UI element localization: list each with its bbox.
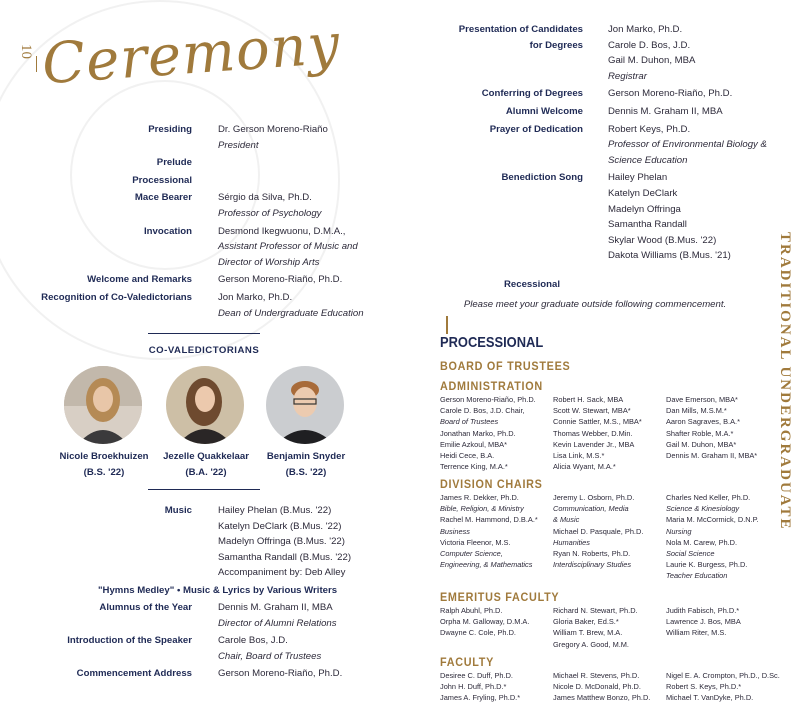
name-entry: Desiree C. Duff, Ph.D. <box>440 671 513 680</box>
program-value: Gerson Moreno-Riaño, Ph.D. <box>218 668 343 680</box>
name-entry: Scott W. Stewart, MBA* <box>553 406 631 416</box>
program-value: Assistant Professor of Music and <box>218 241 358 253</box>
name-entry: Ralph Abuhl, Ph.D. <box>440 606 503 615</box>
name-entry: Lawrence J. Bos, MBA <box>666 617 741 627</box>
covaledictorians-title: CO-VALEDICTORIANS <box>148 345 260 356</box>
program-value: Accompaniment by: Deb Alley <box>218 567 346 579</box>
covaledictorian-degree: (B.S. '22) <box>285 467 327 478</box>
name-entry: Terrence King, M.A.* <box>440 462 508 472</box>
program-label: Commencement Address <box>76 668 192 680</box>
name-entry: Nola M. Carew, Ph.D. <box>666 537 738 547</box>
name-entry: William T. Brew, M.A. <box>553 628 623 638</box>
name-column <box>666 492 784 582</box>
program-label: Presentation of Candidates <box>458 24 583 35</box>
program-label: Recognition of Co-Valedictorians <box>41 292 192 303</box>
section-board-of-trustees: BOARD OF TRUSTEES <box>440 359 571 373</box>
name-entry: Orpha M. Galloway, D.M.A. <box>440 617 530 627</box>
name-entry: Humanities <box>553 537 590 547</box>
name-entry: Nursing <box>666 526 692 536</box>
covaledictorian-name: Jezelle Quakkelaar <box>163 451 249 462</box>
name-entry: Maria M. McCormick, D.N.P. <box>666 515 759 525</box>
program-value: Professor of Psychology <box>218 208 322 219</box>
program-value: Hailey Phelan <box>608 172 668 184</box>
program-value: Madelyn Offringa <box>608 203 681 215</box>
covaledictorian-degree: (B.S. '22) <box>83 467 125 478</box>
name-entry: Aaron Sagraves, B.A.* <box>666 417 740 427</box>
page-number-bar <box>36 56 37 72</box>
processional-title: PROCESSIONAL <box>440 334 544 351</box>
name-entry: Interdisciplinary Studies <box>553 560 632 570</box>
name-entry: Gregory A. Good, M.M. <box>553 639 629 649</box>
section-emeritus-faculty: EMERITUS FACULTY <box>440 590 560 604</box>
program-label: Mace Bearer <box>134 192 192 204</box>
name-column <box>553 670 671 704</box>
name-entry: Carole D. Bos, J.D. Chair, <box>440 406 525 416</box>
name-column <box>553 492 671 570</box>
name-entry: Kevin Lavender Jr., MBA <box>553 439 635 449</box>
section-administration: ADMINISTRATION <box>440 379 543 393</box>
program-label: Introduction of the Speaker <box>67 635 192 647</box>
name-entry: Ryan N. Roberts, Ph.D. <box>553 549 631 559</box>
name-entry: Lisa Link, M.S.* <box>553 451 605 461</box>
name-entry: Michael R. Stevens, Ph.D. <box>553 671 640 680</box>
program-label: Welcome and Remarks <box>87 274 192 286</box>
name-entry: Michael T. VanDyke, Ph.D. <box>666 693 754 703</box>
name-entry: John H. Duff, Ph.D.* <box>440 682 507 692</box>
program-value: Director of Worship Arts <box>218 256 320 268</box>
program-value: Dennis M. Graham II, MBA <box>608 106 723 117</box>
side-title: TRADITIONAL UNDERGRADUATE <box>777 232 793 531</box>
program-label: Presiding <box>148 124 192 135</box>
name-entry: Science & Kinesiology <box>666 504 740 514</box>
name-entry: Nicole D. McDonald, Ph.D. <box>553 682 641 692</box>
name-entry: Shafter Roble, M.A.* <box>666 428 734 438</box>
program-label: for Degrees <box>529 39 583 51</box>
covaledictorian-name: Benjamin Snyder <box>266 451 346 462</box>
name-entry: Robert H. Sack, MBA <box>553 395 624 404</box>
program-label: Prelude <box>156 157 192 169</box>
program-value: Professor of Environmental Biology & <box>608 139 767 151</box>
program-label: Conferring of Degrees <box>481 88 583 100</box>
program-label: Invocation <box>144 225 192 237</box>
name-entry: Nigel E. A. Crompton, Ph.D., D.Sc. <box>666 671 780 680</box>
program-value: Director of Alumni Relations <box>218 617 337 629</box>
program-value: Samantha Randall (B.Mus. '22) <box>218 551 352 563</box>
photo-jezelle-quakkelaar <box>166 366 244 444</box>
program-value: Chair, Board of Trustees <box>218 650 322 662</box>
name-entry: Heidi Cece, B.A. <box>440 451 495 461</box>
name-entry: Computer Science, <box>440 549 503 559</box>
name-column <box>553 605 671 650</box>
name-entry: Gail M. Duhon, MBA* <box>666 439 737 449</box>
commencement-note: Please meet your graduate outside following commencement. <box>463 299 727 310</box>
name-entry: James A. Fryling, Ph.D.* <box>440 693 521 703</box>
name-column <box>553 394 671 472</box>
name-entry: Engineering, & Mathematics <box>440 560 533 570</box>
section-division-chairs: DIVISION CHAIRS <box>440 477 543 491</box>
program-value: Gail M. Duhon, MBA <box>608 55 696 67</box>
name-column <box>440 605 558 639</box>
name-entry: Dwayne C. Cole, Ph.D. <box>440 628 516 638</box>
name-entry: Emilie Azkoul, MBA* <box>440 439 507 449</box>
name-entry: James R. Dekker, Ph.D. <box>440 493 519 502</box>
name-entry: Gloria Baker, Ed.S.* <box>553 617 619 627</box>
program-value: Gerson Moreno-Riaño, Ph.D. <box>218 274 343 286</box>
name-entry: Alicia Wyant, M.A.* <box>553 462 616 472</box>
name-entry: Dave Emerson, MBA* <box>666 395 738 404</box>
program-value: Jon Marko, Ph.D. <box>608 24 683 35</box>
name-entry: Dan Mills, M.S.M.* <box>666 406 727 416</box>
page-title: Ceremony <box>40 11 343 98</box>
name-entry: Laurie K. Burgess, Ph.D. <box>666 560 748 570</box>
program-value: Dr. Gerson Moreno-Riaño <box>218 124 328 135</box>
name-entry: Richard N. Stewart, Ph.D. <box>553 606 638 615</box>
name-entry: Gerson Moreno-Riaño, Ph.D. <box>440 395 536 404</box>
name-entry: William Riter, M.S. <box>666 628 727 638</box>
program-value: Jon Marko, Ph.D. <box>218 292 293 303</box>
program-label: Prayer of Dedication <box>489 123 583 135</box>
covaledictorian-degree: (B.A. '22) <box>185 467 227 478</box>
name-entry: Bible, Religion, & Ministry <box>440 504 524 514</box>
name-entry: & Music <box>553 515 580 525</box>
page-number: 10 <box>18 44 34 59</box>
name-entry: Victoria Fleenor, M.S. <box>440 537 511 547</box>
photo-benjamin-snyder <box>266 366 344 444</box>
program-value: Science Education <box>608 154 688 166</box>
name-column <box>440 670 558 704</box>
program-label: Alumnus of the Year <box>99 602 192 613</box>
program-label: Processional <box>132 174 192 186</box>
program-value: Carole D. Bos, J.D. <box>608 39 691 51</box>
program-value: Dennis M. Graham II, MBA <box>218 602 333 613</box>
name-entry: James Matthew Bonzo, Ph.D. <box>553 693 651 703</box>
name-entry: Connie Sattler, M.S., MBA* <box>553 417 642 427</box>
divider-bottom <box>148 489 260 490</box>
name-entry: Communication, Media <box>553 504 629 514</box>
program-value: President <box>218 139 259 151</box>
name-column <box>666 394 784 461</box>
program-value: Katelyn DeClark <box>608 188 678 199</box>
program-value: Robert Keys, Ph.D. <box>608 123 691 135</box>
program-value: Dean of Undergraduate Education <box>218 307 364 319</box>
name-entry: Business <box>440 526 470 536</box>
program-label: Alumni Welcome <box>505 106 583 117</box>
name-entry: Charles Ned Keller, Ph.D. <box>666 493 751 502</box>
name-entry: Jonathan Marko, Ph.D. <box>440 428 516 438</box>
name-entry: Michael D. Pasquale, Ph.D. <box>553 526 644 536</box>
name-column <box>666 605 784 639</box>
name-entry: Jeremy L. Osborn, Ph.D. <box>553 493 635 502</box>
program-value: Katelyn DeClark (B.Mus. '22) <box>218 520 342 532</box>
program-value: Madelyn Offringa (B.Mus. '22) <box>218 536 345 548</box>
section-faculty: FACULTY <box>440 655 495 669</box>
divider-top <box>148 333 260 334</box>
program-value: Samantha Randall <box>608 219 687 231</box>
covaledictorian-name: Nicole Broekhuizen <box>59 451 149 462</box>
covaledictorian-3 <box>246 449 366 481</box>
program-value: Hailey Phelan (B.Mus. '22) <box>218 505 332 516</box>
photo-nicole-broekhuizen <box>64 366 142 444</box>
processional-bar <box>446 316 448 334</box>
program-value: Desmond Ikegwuonu, D.M.A., <box>218 225 346 237</box>
name-entry: Board of Trustees <box>440 417 499 427</box>
name-column <box>440 492 558 570</box>
program-value: Sérgio da Silva, Ph.D. <box>218 192 312 204</box>
program-value: Dakota Williams (B.Mus. '21) <box>608 250 731 262</box>
name-column <box>666 670 784 704</box>
hymns-line: "Hymns Medley" • Music & Lyrics by Various Writers <box>98 585 338 596</box>
program-label: Benediction Song <box>501 172 583 184</box>
name-column <box>440 394 558 472</box>
program-value: Registrar <box>608 70 647 82</box>
name-entry: Teacher Education <box>666 571 728 581</box>
name-entry: Thomas Webber, D.Min. <box>553 428 633 438</box>
name-entry: Robert S. Keys, Ph.D.* <box>666 682 742 692</box>
name-entry: Rachel M. Hammond, D.B.A.* <box>440 515 538 525</box>
program-value: Skylar Wood (B.Mus. '22) <box>608 234 717 246</box>
program-value: Carole Bos, J.D. <box>218 635 288 647</box>
program-label: Music <box>164 505 192 516</box>
program-value: Gerson Moreno-Riaño, Ph.D. <box>608 88 733 100</box>
recessional-label: Recessional <box>504 279 560 290</box>
name-entry: Dennis M. Graham II, MBA* <box>666 451 758 461</box>
name-entry: Judith Fabisch, Ph.D.* <box>666 606 740 615</box>
name-entry: Social Science <box>666 549 715 559</box>
